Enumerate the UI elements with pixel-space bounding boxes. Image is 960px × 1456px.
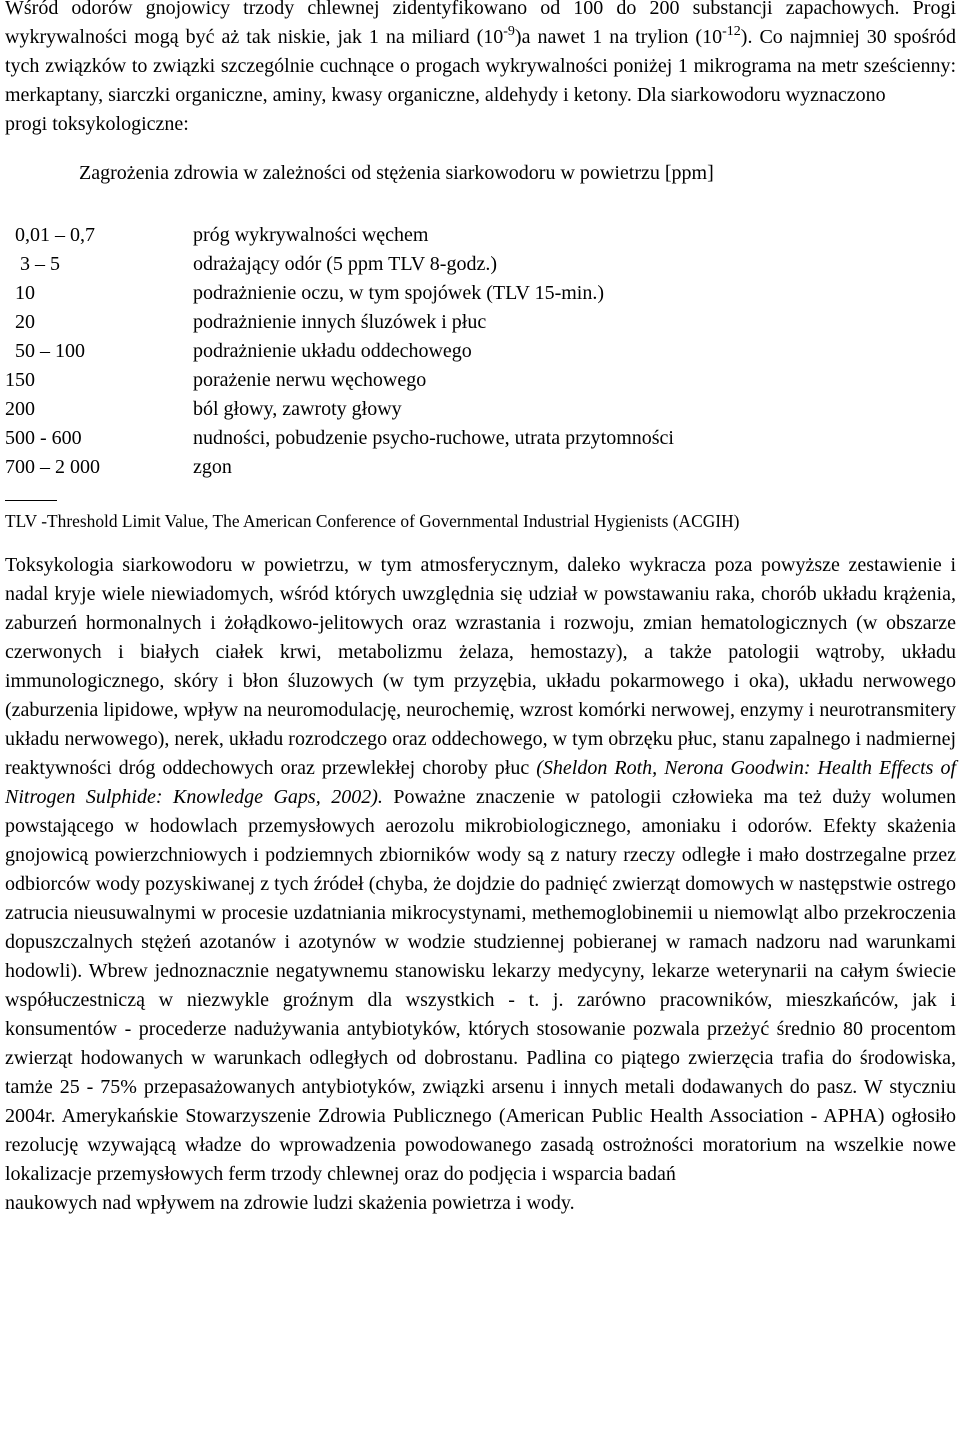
body-last-line: naukowych nad wpływem na zdrowie ludzi skażenia powietrza i wody. [5, 1192, 575, 1214]
concentration-range: 20 [5, 311, 35, 333]
exponent-minus-12: -12 [722, 24, 741, 39]
table-row [5, 250, 956, 279]
exponent-minus-9: -9 [503, 24, 515, 39]
table-row [5, 366, 956, 395]
table-row [5, 453, 956, 482]
intro-text-a: Wśród odorów gnojowicy trzody chlewnej zidentyfikowano od 100 do 200 substancji zapachowych. Progi wykrywalności mogą być aż tak niskie, jak 1 na miliard (10 [5, 0, 956, 48]
intro-text-c: ). Co najmniej 30 spośród tych związków to związki szczególnie cuchnące o progach wykrywalności poniżej 1 mikrograma na metr sześcienny: merkaptany, siarczki organiczne, aminy, kwasy organiczne, aldehydy i ketony. Dla siarkowodoru wyznaczono [5, 26, 957, 106]
health-effect: nudności, pobudzenie psycho-ruchowe, utrata przytomności [193, 427, 674, 449]
citation: (Sheldon Roth, Nerona Goodwin: Health Effects of Nitrogen Sulphide: Knowledge Gaps, 2002). [5, 757, 956, 808]
health-effect: porażenie nerwu węchowego [193, 369, 427, 391]
concentration-range: 700 – 2 000 [5, 456, 100, 478]
table-row [5, 424, 956, 453]
health-effect: ból głowy, zawroty głowy [193, 398, 402, 420]
body-text-a: Toksykologia siarkowodoru w powietrzu, w tym atmosferycznym, daleko wykracza poza powyższe zestawienie i nadal kryje wiele niewiadomych, wśród których uwzględnia się udział w powstawaniu raka, chorób układu krążenia, zaburzeń hormonalnych i żołądkowo-jelitowych oraz wzrastania i rozwoju, zmian hematologicznych (w obszarze czerwonych i białych ciałek krwi, metabolizmu żelaza, hemostazy), a także patologii wątroby, układu immunologicznego, skóry i błon śluzowych (w tym przyzębia, układu pokarmowego i oka), układu nerwowego (zaburzenia lipidowe, wpływ na neuromodulację, neurochemię, wzrost komórki nerwowej, enzymy i neurotransmitery układu nerwowego), nerek, układu rozrodczego oraz oddechowego, w tym obrzęku płuc, stanu zapalnego i nadmiernej reaktywności dróg oddechowych oraz przewlekłej choroby płuc [5, 554, 956, 779]
table-row [5, 279, 956, 308]
concentration-range: 150 [5, 369, 35, 391]
intro-paragraph [5, 0, 956, 139]
health-effect: podrażnienie innych śluzówek i płuc [193, 311, 487, 333]
concentration-range: 50 – 100 [5, 340, 85, 362]
concentration-range: 500 - 600 [5, 427, 82, 449]
concentration-range: 200 [5, 398, 35, 420]
table-title: Zagrożenia zdrowia w zależności od stężenia siarkowodoru w powietrzu [ppm] [79, 162, 714, 184]
intro-text-b: )a nawet 1 na trylion (10 [514, 26, 723, 48]
health-effect: próg wykrywalności węchem [193, 224, 429, 246]
concentration-range: 3 – 5 [5, 253, 60, 275]
concentration-range: 10 [5, 282, 35, 304]
table-row [5, 337, 956, 366]
body-paragraph [5, 551, 956, 1218]
footnote: TLV -Threshold Limit Value, The American Conference of Governmental Industrial Hygienists (ACGIH) [5, 511, 740, 531]
concentration-range: 0,01 – 0,7 [5, 224, 95, 246]
footnote-rule [5, 500, 57, 501]
health-effect: odrażający odór (5 ppm TLV 8-godz.) [193, 253, 497, 275]
table-row [5, 221, 956, 250]
toxicity-table [5, 221, 956, 482]
body-text-b: Poważne znaczenie w patologii człowieka ma też duży wolumen powstającego w hodowlach przemysłowych aerozolu mikrobiologicznego, amoniaku i odorów. Efekty skażenia gnojowicą powierzchniowych i podziemnych zbiorników wody są z natury rzeczy odległe i mało dostrzegalne przez odbiorców wody pozyskiwanej z tych źródeł (chyba, że dojdzie do padnięć zwierząt domowych w następstwie ostrego zatrucia nieusuwalnymi w procesie uzdatniania mikrocystynami, methemoglobinemii u niemowląt albo przekroczenia dopuszczalnych stężeń azotanów i azotynów w wodzie studziennej pobieranej w ramach nadzoru nad warunkami hodowli). Wbrew jednoznacznie negatywnemu stanowisku lekarzy medycyny, lekarze weterynarii na całym świecie współuczestniczą w niezwykle groźnym dla wszystkich - t. j. zarówno pracowników, mieszkańców, jak i konsumentów - procederze nadużywania antybiotyków, których stosowanie pozwala przeżyć średnio 80 procentom zwierząt hodowanych w warunkach odległych od dobrostanu. Padlina co piątego zwierzęcia trafia do środowiska, tamże 25 - 75% przepasażowanych antybiotyków, związki arsenu i innych metali dodawanych do pasz. W styczniu 2004r. Amerykańskie Stowarzyszenie Zdrowia Publicznego (American Public Health Association - APHA) ogłosiło rezolucję wzywającą władze do wprowadzenia powodowanego zasadą ostrożności moratorium na wszelkie nowe lokalizacje przemysłowych ferm trzody chlewnej oraz do podjęcia i wsparcia badań [5, 786, 956, 1185]
intro-last-line: progi toksykologiczne: [5, 113, 189, 135]
table-row [5, 308, 956, 337]
health-effect: podrażnienie oczu, w tym spojówek (TLV 15-min.) [193, 282, 605, 304]
health-effect: podrażnienie układu oddechowego [193, 340, 472, 362]
health-effect: zgon [193, 456, 232, 478]
table-row [5, 395, 956, 424]
